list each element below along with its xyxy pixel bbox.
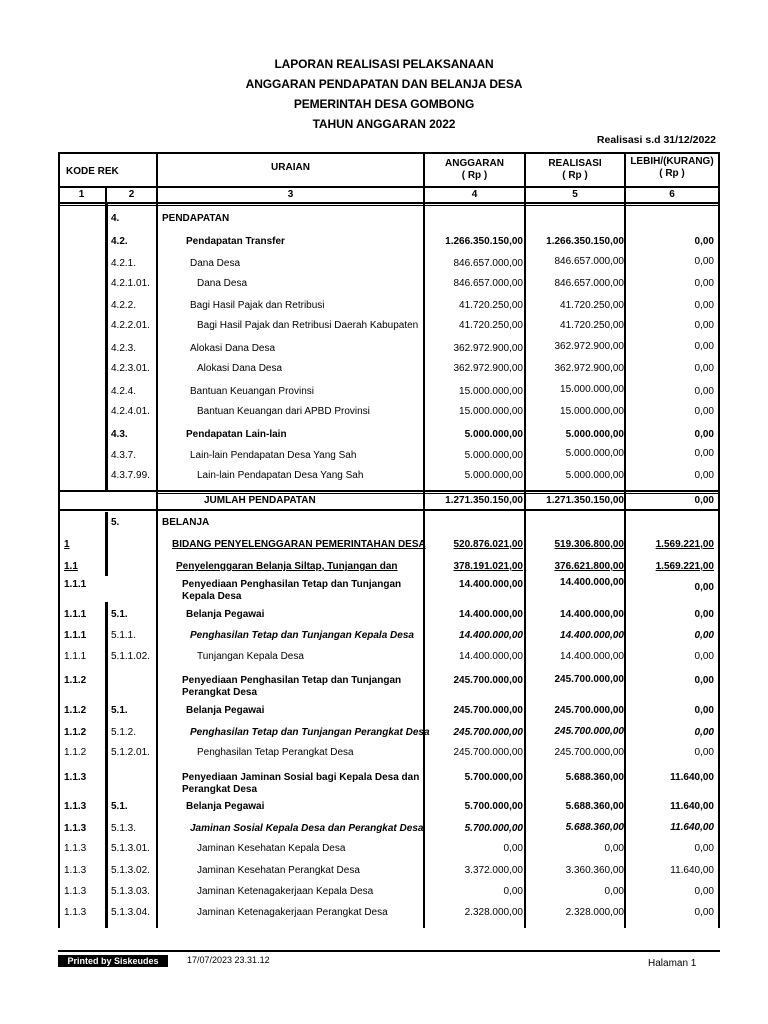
header-anggaran <box>425 158 524 182</box>
cell-kode: 5.1.3.03. <box>111 886 150 897</box>
cell-realisasi: 846.657.000,00 <box>554 278 624 289</box>
cell-lebih: 0,00 <box>694 386 714 397</box>
cell-uraian: BIDANG PENYELENGGARAN PEMERINTAHAN DESA <box>172 539 426 550</box>
cell-uraian: Pendapatan Transfer <box>186 236 285 247</box>
cell-lebih: 0,00 <box>694 747 714 758</box>
colnum-1: 1 <box>78 189 85 200</box>
cell-kode: 4.2.1.01. <box>111 278 150 289</box>
cell-realisasi: 14.400.000,00 <box>560 630 624 641</box>
jumlah-lebih: 0,00 <box>694 495 714 506</box>
title-line-2: ANGGARAN PENDAPATAN DAN BELANJA DESA <box>245 77 523 91</box>
cell-realisasi: 5.688.360,00 <box>565 772 624 783</box>
colnum-5: 5 <box>572 189 578 200</box>
cell-uraian: Alokasi Dana Desa <box>197 363 283 374</box>
cell-kode: 5.1. <box>111 801 128 812</box>
cell-kode-bidang: 1.1.2 <box>64 727 87 738</box>
cell-realisasi: 5.000.000,00 <box>565 448 624 459</box>
cell-kode-bidang: 1.1.3 <box>64 843 87 854</box>
cell-realisasi: 519.306.800,00 <box>554 539 624 550</box>
cell-kode: 4.2. <box>111 236 128 247</box>
cell-kode: 4.2.4.01. <box>111 406 150 417</box>
cell-realisasi: 0,00 <box>604 886 624 897</box>
cell-realisasi: 362.972.900,00 <box>554 341 624 352</box>
jumlah-top-line <box>58 490 720 492</box>
cell-kode: 4.2.3. <box>111 343 137 354</box>
cell-anggaran: 5.700.000,00 <box>464 823 523 834</box>
cell-lebih: 0,00 <box>694 236 714 247</box>
cell-anggaran: 15.000.000,00 <box>459 406 523 417</box>
cell-uraian: Bagi Hasil Pajak dan Retribusi <box>190 300 325 311</box>
jumlah-anggaran: 1.271.350.150,00 <box>445 495 523 506</box>
cell-lebih: 0,00 <box>694 429 714 440</box>
header-realisasi-label: REALISASI <box>548 158 602 169</box>
colnum-line-2 <box>58 205 720 206</box>
cell-realisasi: 5.688.360,00 <box>565 801 624 812</box>
colnum-3: 3 <box>287 189 294 200</box>
cell-uraian: Dana Desa <box>197 278 248 289</box>
cell-anggaran: 5.700.000,00 <box>464 772 523 783</box>
header-line <box>58 186 720 188</box>
cell-lebih: 0,00 <box>694 675 714 686</box>
cell-lebih: 0,00 <box>694 363 714 374</box>
colnum-2: 2 <box>128 189 135 200</box>
cell-kode: 5.1.1.02. <box>111 651 150 662</box>
cell-uraian: Jaminan Kesehatan Perangkat Desa <box>197 865 360 876</box>
cell-kode-bidang: 1.1.3 <box>64 907 87 918</box>
cell-lebih: 0,00 <box>694 406 714 417</box>
cell-anggaran: 41.720.250,00 <box>459 320 523 331</box>
cell-kode: 5.1.3.01. <box>111 843 150 854</box>
realisasi-date: Realisasi s.d 31/12/2022 <box>596 134 716 146</box>
cell-uraian: Tunjangan Kepala Desa <box>197 651 304 662</box>
cell-anggaran: 520.876.021,00 <box>453 539 523 550</box>
cell-lebih: 11.640,00 <box>670 772 714 783</box>
cell-kode: 5.1.2. <box>111 727 137 738</box>
cell-kode: 4.2.4. <box>111 386 137 397</box>
cell-uraian: Bagi Hasil Pajak dan Retribusi Daerah Kabupaten <box>197 320 419 331</box>
table-border-left <box>58 152 60 928</box>
cell-anggaran: 245.700.000,00 <box>453 705 523 716</box>
cell-lebih: 1.569.221,00 <box>655 561 714 572</box>
cell-kode: 5.1.2.01. <box>111 747 150 758</box>
print-timestamp: 17/07/2023 23.31.12 <box>187 955 270 965</box>
cell-uraian: Bantuan Keuangan Provinsi <box>190 386 314 397</box>
cell-kode-bidang: 1.1.2 <box>64 675 87 686</box>
cell-anggaran: 5.000.000,00 <box>464 470 523 481</box>
cell-kode-bidang: 1.1.3 <box>64 801 87 812</box>
cell-kode: 4.2.1. <box>111 258 137 269</box>
cell-anggaran: 846.657.000,00 <box>453 278 523 289</box>
cell-anggaran: 245.700.000,00 <box>453 675 523 686</box>
cell-lebih: 0,00 <box>694 320 714 331</box>
cell-kode-bidang: 1.1.2 <box>64 705 87 716</box>
cell-lebih: 0,00 <box>694 651 714 662</box>
header-anggaran-label: ANGGARAN <box>445 158 504 169</box>
jumlah-pendapatan-label: JUMLAH PENDAPATAN <box>204 495 316 506</box>
colnum-line <box>58 202 720 204</box>
jumlah-bottom-line <box>58 509 720 511</box>
cell-uraian: Lain-lain Pendapatan Desa Yang Sah <box>190 450 357 461</box>
cell-lebih: 0,00 <box>694 843 714 854</box>
cell-anggaran: 15.000.000,00 <box>459 386 523 397</box>
cell-kode-bidang: 1.1 <box>64 561 78 572</box>
cell-realisasi: 245.700.000,00 <box>554 705 624 716</box>
cell-uraian: Penyediaan Penghasilan Tetap dan Tunjangan Kepala Desa <box>182 579 402 602</box>
cell-lebih: 0,00 <box>694 705 714 716</box>
footer-divider <box>58 950 720 952</box>
cell-uraian: BELANJA <box>162 517 210 528</box>
cell-uraian: Penyediaan Penghasilan Tetap dan Tunjangan Perangkat Desa <box>182 675 402 698</box>
cell-kode-bidang: 1 <box>64 539 70 550</box>
cell-kode: 5.1. <box>111 609 128 620</box>
cell-realisasi: 5.000.000,00 <box>565 429 624 440</box>
cell-realisasi: 376.621.800,00 <box>554 561 624 572</box>
cell-anggaran: 14.400.000,00 <box>459 651 523 662</box>
cell-lebih: 0,00 <box>694 609 714 620</box>
cell-uraian: Pendapatan Lain-lain <box>186 429 287 440</box>
cell-realisasi: 245.700.000,00 <box>554 747 624 758</box>
header-kode-rek: KODE REK <box>66 166 119 177</box>
cell-lebih: 0,00 <box>694 300 714 311</box>
cell-kode-bidang: 1.1.1 <box>64 579 87 590</box>
cell-kode-bidang: 1.1.1 <box>64 630 87 641</box>
header-lebih-kurang-unit: ( Rp ) <box>659 168 685 179</box>
table-border-right <box>718 152 720 928</box>
report-title <box>0 54 768 134</box>
cell-uraian: Jaminan Sosial Kepala Desa dan Perangkat Desa <box>190 823 424 834</box>
cell-kode: 4.2.3.01. <box>111 363 150 374</box>
cell-realisasi: 3.360.360,00 <box>565 865 624 876</box>
cell-uraian: Penghasilan Tetap dan Tunjangan Perangkat Desa <box>190 727 430 738</box>
cell-kode-bidang: 1.1.3 <box>64 823 87 834</box>
cell-lebih: 0,00 <box>694 448 714 459</box>
cell-lebih: 11.640,00 <box>670 865 714 876</box>
cell-realisasi: 5.688.360,00 <box>565 822 624 833</box>
cell-anggaran: 0,00 <box>503 886 523 897</box>
title-line-4: TAHUN ANGGARAN 2022 <box>312 117 456 131</box>
cell-realisasi: 41.720.250,00 <box>560 320 624 331</box>
cell-anggaran: 2.328.000,00 <box>464 907 523 918</box>
header-realisasi <box>526 158 624 182</box>
cell-uraian: Alokasi Dana Desa <box>190 343 276 354</box>
cell-uraian: Belanja Pegawai <box>186 609 265 620</box>
cell-uraian: Penghasilan Tetap dan Tunjangan Kepala Desa <box>190 630 414 641</box>
cell-kode-bidang: 1.1.3 <box>64 886 87 897</box>
cell-lebih: 0,00 <box>694 727 714 738</box>
cell-anggaran: 41.720.250,00 <box>459 300 523 311</box>
cell-kode: 5.1.3. <box>111 823 137 834</box>
report-table <box>58 152 720 928</box>
cell-lebih: 0,00 <box>694 341 714 352</box>
cell-kode: 5.1.3.02. <box>111 865 150 876</box>
cell-anggaran: 14.400.000,00 <box>459 630 523 641</box>
cell-anggaran: 5.000.000,00 <box>464 450 523 461</box>
cell-realisasi: 245.700.000,00 <box>554 726 624 737</box>
cell-kode: 5. <box>111 517 120 528</box>
cell-realisasi: 362.972.900,00 <box>554 363 624 374</box>
colnum-6: 6 <box>669 189 675 200</box>
cell-uraian: Lain-lain Pendapatan Desa Yang Sah <box>197 470 364 481</box>
cell-lebih: 11.640,00 <box>670 822 714 833</box>
cell-kode: 5.1.1. <box>111 630 137 641</box>
cell-uraian: Bantuan Keuangan dari APBD Provinsi <box>197 406 370 417</box>
cell-anggaran: 378.191.021,00 <box>453 561 523 572</box>
header-lebih-kurang-label: LEBIH/(KURANG) <box>630 156 714 167</box>
cell-anggaran: 14.400.000,00 <box>459 579 523 590</box>
cell-realisasi: 41.720.250,00 <box>560 300 624 311</box>
header-lebih-kurang <box>626 156 718 180</box>
cell-lebih: 0,00 <box>694 470 714 481</box>
title-line-3: PEMERINTAH DESA GOMBONG <box>293 97 475 111</box>
cell-lebih: 0,00 <box>694 278 714 289</box>
cell-anggaran: 3.372.000,00 <box>464 865 523 876</box>
cell-uraian: Belanja Pegawai <box>186 705 265 716</box>
cell-anggaran: 245.700.000,00 <box>453 747 523 758</box>
cell-uraian: Penyediaan Jaminan Sosial bagi Kepala Desa dan Perangkat Desa <box>182 772 420 795</box>
cell-anggaran: 245.700.000,00 <box>453 727 523 738</box>
cell-kode: 5.1.3.04. <box>111 907 150 918</box>
cell-realisasi: 15.000.000,00 <box>560 406 624 417</box>
cell-anggaran: 1.266.350.150,00 <box>445 236 523 247</box>
cell-uraian: PENDAPATAN <box>162 213 230 224</box>
cell-kode: 4.3.7.99. <box>111 470 150 481</box>
cell-anggaran: 362.972.900,00 <box>453 343 523 354</box>
cell-anggaran: 846.657.000,00 <box>453 258 523 269</box>
cell-kode: 4.2.2.01. <box>111 320 150 331</box>
cell-anggaran: 0,00 <box>503 843 523 854</box>
cell-kode-bidang: 1.1.3 <box>64 772 87 783</box>
jumlah-top-line-2 <box>156 493 720 494</box>
cell-anggaran: 362.972.900,00 <box>453 363 523 374</box>
cell-uraian: Penyelenggaran Belanja Siltap, Tunjangan dan <box>176 561 398 572</box>
cell-uraian: Belanja Pegawai <box>186 801 265 812</box>
cell-kode: 4.2.2. <box>111 300 137 311</box>
cell-uraian: Penghasilan Tetap Perangkat Desa <box>197 747 354 758</box>
cell-uraian: Jaminan Kesehatan Kepala Desa <box>197 843 346 854</box>
cell-uraian: Dana Desa <box>190 258 241 269</box>
cell-realisasi: 14.400.000,00 <box>560 577 624 588</box>
cell-lebih: 0,00 <box>694 582 714 593</box>
header-uraian: URAIAN <box>271 162 310 173</box>
cell-kode-bidang: 1.1.1 <box>64 651 87 662</box>
cell-kode-bidang: 1.1.2 <box>64 747 87 758</box>
cell-realisasi: 846.657.000,00 <box>554 256 624 267</box>
jumlah-realisasi: 1.271.350.150,00 <box>546 495 624 506</box>
cell-lebih: 0,00 <box>694 886 714 897</box>
cell-lebih: 0,00 <box>694 907 714 918</box>
cell-realisasi: 2.328.000,00 <box>565 907 624 918</box>
cell-anggaran: 5.700.000,00 <box>464 801 523 812</box>
cell-lebih: 1.569.221,00 <box>655 539 714 550</box>
cell-lebih: 0,00 <box>694 256 714 267</box>
cell-lebih: 0,00 <box>694 630 714 641</box>
cell-uraian: Jaminan Ketenagakerjaan Perangkat Desa <box>197 907 388 918</box>
cell-kode: 4. <box>111 213 120 224</box>
page-number: Halaman 1 <box>648 958 697 969</box>
cell-lebih: 11.640,00 <box>670 801 714 812</box>
printed-by-label: Printed by Siskeudes <box>58 955 168 967</box>
cell-uraian: Jaminan Ketenagakerjaan Kepala Desa <box>197 886 374 897</box>
header-anggaran-unit: ( Rp ) <box>461 170 488 181</box>
cell-realisasi: 15.000.000,00 <box>560 384 624 395</box>
cell-kode: 4.3.7. <box>111 450 137 461</box>
header-realisasi-unit: ( Rp ) <box>562 170 588 181</box>
cell-realisasi: 1.266.350.150,00 <box>546 236 624 247</box>
cell-anggaran: 5.000.000,00 <box>464 429 523 440</box>
title-line-1: LAPORAN REALISASI PELAKSANAAN <box>274 57 494 71</box>
cell-kode-bidang: 1.1.1 <box>64 609 87 620</box>
cell-kode: 5.1. <box>111 705 128 716</box>
cell-realisasi: 0,00 <box>604 843 624 854</box>
cell-kode-bidang: 1.1.3 <box>64 865 87 876</box>
colnum-4: 4 <box>471 189 478 200</box>
cell-kode: 4.3. <box>111 429 128 440</box>
cell-anggaran: 14.400.000,00 <box>459 609 523 620</box>
cell-realisasi: 5.000.000,00 <box>565 470 624 481</box>
col-divider-1-2-pend <box>105 204 108 490</box>
cell-realisasi: 14.400.000,00 <box>560 609 624 620</box>
cell-realisasi: 245.700.000,00 <box>554 674 624 685</box>
cell-realisasi: 14.400.000,00 <box>560 651 624 662</box>
